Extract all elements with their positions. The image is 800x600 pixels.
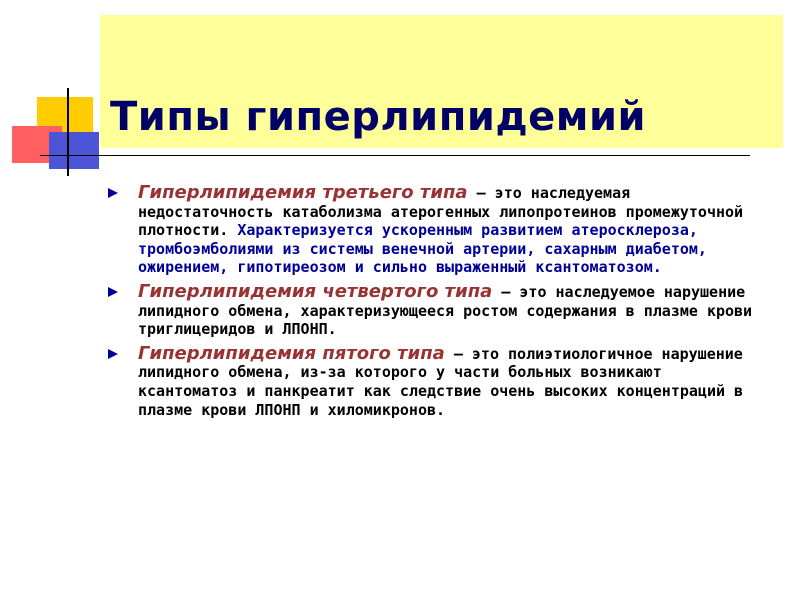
- bullet-triangle-icon: [108, 287, 118, 297]
- bullet-term: Гиперлипидемия четвертого типа: [138, 280, 493, 302]
- bullet-item-type-4: [108, 280, 768, 339]
- bullet-text: — это полиэтиологичное нарушение липидного обмена, из-за которого у части больных возникают ксантоматоз и панкреатит как следствие очень высоких концентраций в плазме крови ЛПОНП и хиломикронов.: [138, 344, 744, 419]
- decor-vertical-line: [67, 88, 69, 176]
- decor-blue-square: [49, 132, 99, 169]
- bullet-triangle-icon: [108, 188, 118, 198]
- bullet-text: — это наследуемое нарушение липидного обмена, характеризующееся ростом содержания в плазме крови триглицеридов и ЛПОНП.: [138, 282, 753, 339]
- bullet-text: — это наследуемая недостаточность катаболизма атерогенных липопротеинов промежуточной плотности.: [138, 184, 744, 240]
- bullet-item-type-3: [108, 184, 768, 277]
- bullet-term: Гиперлипидемия пятого типа: [138, 342, 445, 364]
- bullet-item-type-5: [108, 342, 768, 419]
- bullet-triangle-icon: [108, 349, 118, 359]
- bullet-list: [108, 184, 768, 425]
- slide-title: Типы гиперлипидемий: [110, 94, 647, 140]
- bullet-term: Гиперлипидемия третьего типа: [138, 182, 468, 203]
- bullet-highlight: Характеризуется ускоренным развитием атеросклероза, тромбоэмболиями из системы венечной артерии, сахарным диабетом, ожирением, гипотиреозом и сильно выраженный ксантоматозом.: [138, 221, 707, 277]
- decor-horizontal-line: [40, 155, 750, 156]
